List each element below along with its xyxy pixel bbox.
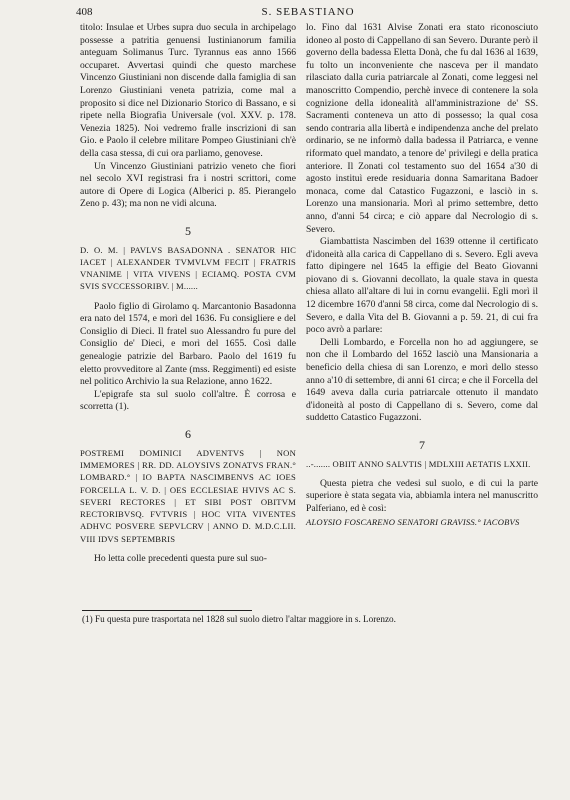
inscription-number: 6	[185, 427, 191, 442]
running-header	[76, 6, 540, 20]
footnote: (1) Fu questa pure trasportata nel 1828 sul suolo dietro l'altar maggiore in s. Lorenzo.	[82, 614, 396, 624]
inscription-number: 7	[419, 438, 425, 452]
paragraph: titolo: Insulae et Urbes supra duo secula in archipelago possesse a patritia genuensi Iustinianorum familia anteguam Solimanus Turc. Tyrannus eas anno 1566 occuparet. Avvertasi quindi che questo marchese Vincenzo Giustiniani non discende dalla famiglia di san Lorenzo Giustiniani veneta patrizia, come mal a proposito si dice nel Dizionario Storico di Bassano, e si ripete nella Biografia Universale (vol. XXV. p. 178. Venezia 1825). Noi vedremo fralle inscrizioni di san Gio. e Paolo il celebre militare Pompeo Giustiniani ch'è della casa stessa, di cui ora parliamo, genovese.	[80, 22, 296, 159]
right-column	[306, 22, 538, 528]
paragraph: lo. Fino dal 1631 Alvise Zonati era stato riconosciuto idoneo al posto di Cappellano di san Severo. Durante però il governo della badessa Eletta Donà, che fu dal 1636 al 1639, fu tolto un inconveniente che nasceva per il mandato rilasciato dalla curia patriarcale al Zonati, come leggesi nel manoscritto Compendio, perchè invece di contenere la sola cognizione della idonealità all'amministrazione de' SS. Sacramenti conteneva un atto di possesso; la qual cosa sendo contraria alla libertà e indipendenza anche del prelato ordinario, se ne informò dalla badessa il Patriarca, e venne riformato quel mandato, a tenore de' privilegi e della pratica anteriore. Il Zonati col testamento suo del 1654 a'30 di agosto instituì erede residuaria donna Samaritana Badoer monaca, come dal Catastico Fugazzoni, e lasciò in s. Lorenzo una mansionaria. Morì al primo settembre, detto anno, d'anni 54 circa; e ciò appare dal Necrologio di s. Severo.	[306, 22, 538, 235]
inscription-text: ALOYSIO FOSCARENO SENATORI GRAVISS.° IACOBVS	[306, 516, 520, 527]
paragraph: Un Vincenzo Giustiniani patrizio veneto che fiori nel secolo XVI registrasi fra i nostri scrittori, come autore di Opere di Logica (Alberici p. 85. Pierangelo Zeno p. 43); ma non ne vidi alcuna.	[80, 160, 296, 210]
paragraph: Ho letta colle precedenti questa pure sul suo-	[94, 553, 267, 564]
left-column	[80, 22, 296, 566]
paragraph: Giambattista Nascimben del 1639 ottenne il certificato d'idoneità alla carica di Cappellano di s. Severo. Egli aveva fatto dipingere nel 1645 la effigie del Beato Giovanni piovano di s. Giovanni decollato, la quale stava in questa chiesa allato all'altare di lui in cornu evangelii. Egli morì il 12 dicembre 1670 d'anni 58 circa, come dal Necrologio di s. Severo, e dalla Vita del B. Giovanni a p. 59. 21, di cui fra poco avrò a parlare:	[306, 236, 538, 336]
page-number: 408	[76, 6, 93, 18]
inscription-number: 5	[185, 223, 191, 238]
paragraph: Paolo figlio di Girolamo q. Marcantonio Basadonna era nato del 1574, e morì del 1636. Fu consigliere e del Consiglio di Dieci. Il fratel suo Alessandro fu pure del Consiglio de' Dieci, e morì del 1655. Così dalle genealogie patrizie del Barbaro. Paolo del 1619 fu eletto provveditore al Zante (mss. Reggimenti) ed esiste nel politico Archivio la sua Relazione, anno 1622.	[80, 300, 296, 388]
paragraph: Questa pietra che vedesi sul suolo, e di cui la parte superiore è stata segata via, abbiamla intera nel manuscritto Palferiano, ed è così:	[306, 477, 538, 515]
inscription-text: POSTREMI DOMINICI ADVENTVS | NON IMMEMORES | RR. DD. ALOYSIVS ZONATVS FRAN.° LOMBARD.° | IO BAPTA NASCIMBENVS AC IOES FORCELLA L. V. D. | OES ECCLESIAE HVIVS AC S. SEVERI RECTORES | ET SIBI POST OBITVM RECTORIBVSQ. FVTVRIS | HOC VITA VIVENTES ADHVC POSVERE SEPVLCRV | ANNO D. M.D.C.LII. VIII IDVS SEPTEMBRIS	[80, 447, 296, 544]
inscription-text: D. O. M. | PAVLVS BASADONNA . SENATOR HIC IACET | ALEXANDER TVMVLVM FECIT | FRATRIS VNANIME | VITA VIVENS | ECIAMQ. POSTA CVM SVIS SVCCESSORIBV. | M......	[80, 244, 296, 292]
footnote-rule	[82, 610, 252, 611]
inscription-text: ..-....... OBIIT ANNO SALVTIS | MDLXIII AETATIS LXXII.	[306, 458, 531, 469]
paragraph: Delli Lombardo, e Forcella non ho ad aggiungere, se non che il Lombardo del 1652 lasciò una Mansionaria a beneficio della chiesa di san Lorenzo, e morì dello stesso anno a'10 di settembre, di anni 61 circa; e che il Forcella del 1649 aveva dalla curia patriarcale ottenuto il mandato d'idoneità al posto di Cappellano di s. Severo, come dal suddetto Catastico Fugazzoni.	[306, 336, 538, 424]
paragraph: L'epigrafe sta sul suolo coll'altre. È corrosa e scorretta (1).	[80, 388, 296, 413]
running-title: S. SEBASTIANO	[261, 6, 355, 18]
